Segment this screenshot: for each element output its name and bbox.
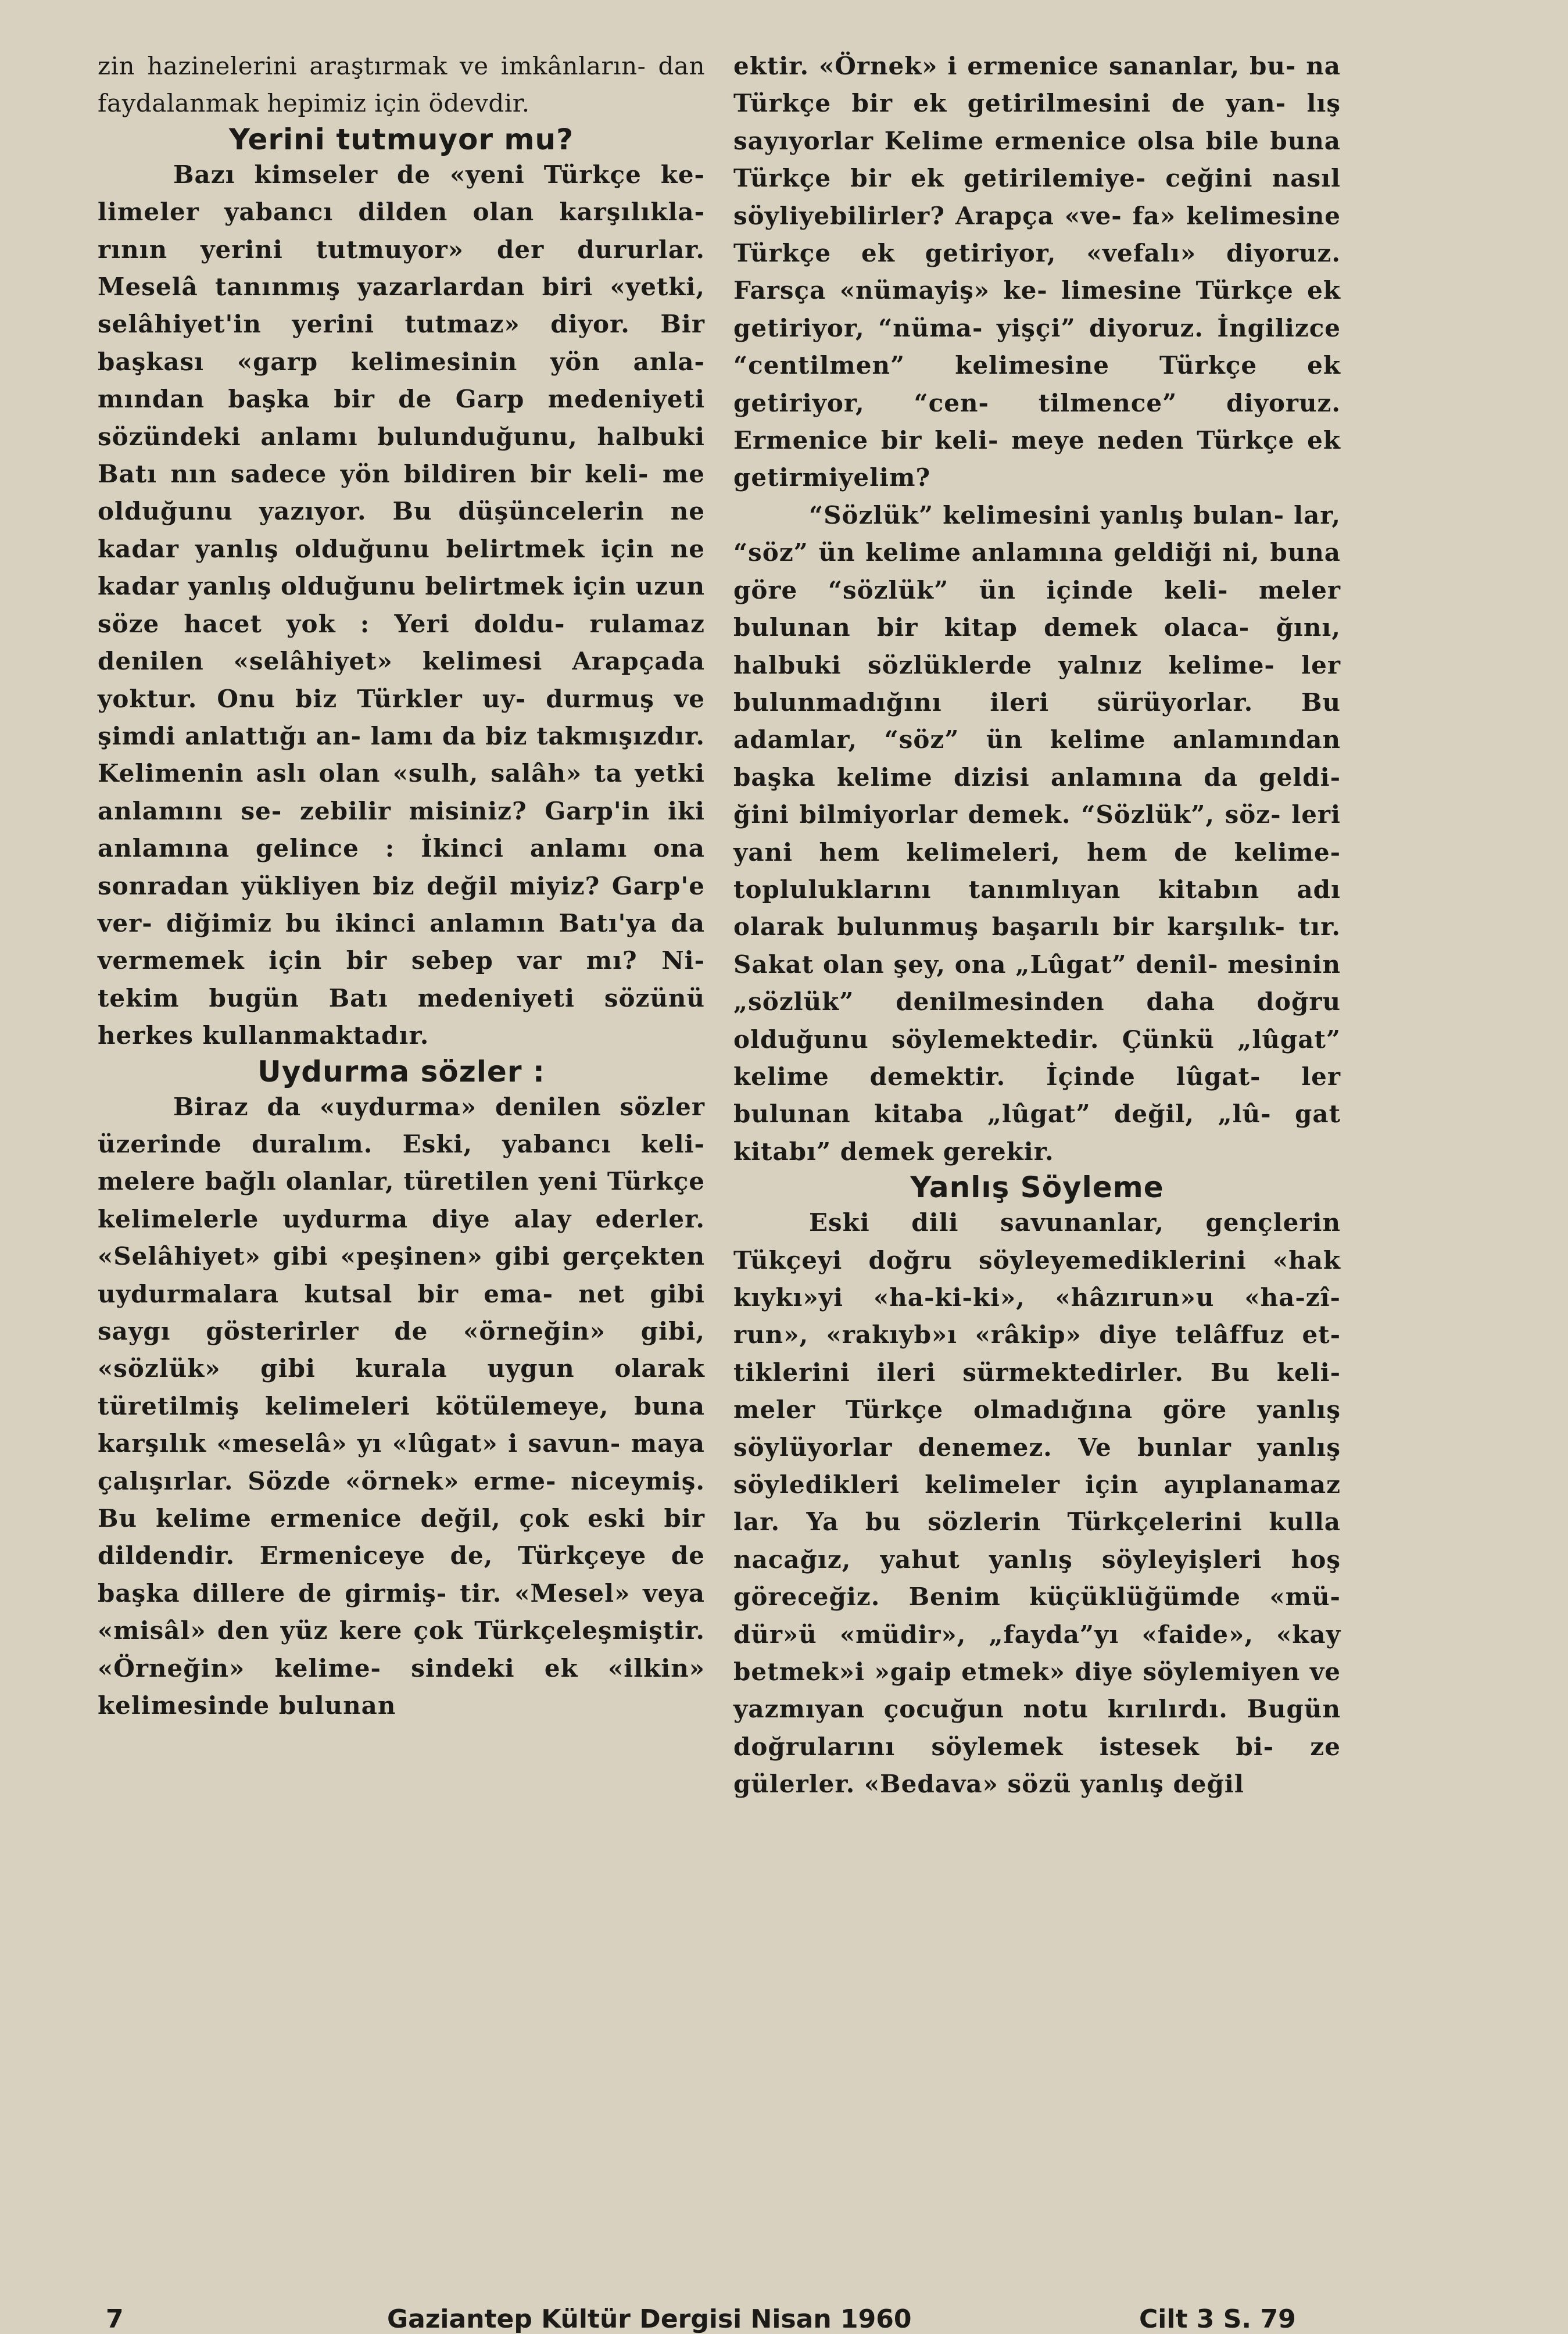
intro-paragraph: zin hazinelerini araştırmak ve imkânların- dan faydalanmak hepimiz için ödevdir. [98, 52, 705, 118]
body-paragraph: Biraz da «uydurma» denilen sözler üzerinde duralım. Eski, yabancı keli- melere bağlı olanlar, türetilen yeni Türkçe kelimelerle uydurma diye alay ederler. «Selâhiyet» gibi «peşinen» gibi gerçekten uydurmalara kutsal bir ema- net gibi saygı gösterirler de «örneğin» gibi, «sözlük» gibi kurala uygun olarak türetilmiş kelimeleri kötülemeye, buna karşılık «meselâ» yı «lûgat» i savun- maya çalışırlar. Sözde «örnek» erme- niceymiş. Bu kelime ermenice değil, çok eski bir dildendir. Ermeniceye de, Türkçeye de başka dillere de girmiş- tir. «Mesel» veya «misâl» den yüz kere çok Türkçeleşmiştir. «Örneğin» kelime- sindeki ek «ilkin» kelimesinde bulunan [98, 1092, 705, 1720]
journal-title: Gaziantep Kültür Dergisi Nisan 1960 [387, 2304, 912, 2334]
section-heading-yanlis-soyleme: Yanlış Söyleme [910, 1170, 1164, 1205]
left-column [98, 48, 705, 1724]
page-number: 7 [106, 2304, 124, 2334]
right-column [733, 48, 1341, 1803]
body-paragraph: Bazı kimseler de «yeni Türkçe ke- limeler yabancı dilden olan karşılıkla- rının yerini tutmuyor» der dururlar. Meselâ tanınmış yazarlardan biri «yetki, selâhiyet'in yerini tutmaz» diyor. Bir başkası «garp kelimesinin yön anla- mından başka bir de Garp medeniyeti sözündeki anlamı bulunduğunu, halbuki Batı nın sadece yön bildiren bir keli- me olduğunu yazıyor. Bu düşüncelerin ne kadar yanlış olduğunu belirtmek için ne kadar yanlış olduğunu belirtmek için uzun söze hacet yok : Yeri doldu- rulamaz denilen «selâhiyet» kelimesi Arapçada yoktur. Onu biz Türkler uy- durmuş ve şimdi anlattığı an- lamı da biz takmışızdır. Kelimenin aslı olan «sulh, salâh» ta yetki anlamını se- zebilir misiniz? Garp'in iki anlamına gelince : İkinci anlamı ona sonradan yükliyen biz değil miyiz? Garp'e ver- diğimiz bu ikinci anlamın Batı'ya da vermemek için bir sebep var mı? Ni- tekim bugün Batı medeniyeti sözünü herkes kullanmaktadır. [98, 160, 705, 1050]
section-heading-yerini-tutmuyor: Yerini tutmuyor mu? [228, 122, 574, 156]
body-paragraph: Eski dili savunanlar, gençlerin Tükçeyi doğru söyleyemediklerini «hak kıykı»yi «ha-ki-ki», «hâzırun»u «ha-zî- run», «rakıyb»ı «râkip» diye telâffuz et- tiklerini ileri sürmektedirler. Bu keli- meler Türkçe olmadığına göre yanlış söylüyorlar denemez. Ve bunlar yanlış söyledikleri kelimeler için ayıplanamaz lar. Ya bu sözlerin Türkçelerini kulla nacağız, yahut yanlış söyleyişleri hoş göreceğiz. Benim küçüklüğümde «mü- dür»ü «müdir», „fayda”yı «faide», «kay betmek»i »gaip etmek» diye söylemiyen ve yazmıyan çocuğun notu kırılırdı. Bugün doğrularını söylemek istesek bi- ze gülerler. «Bedava» sözü yanlış değil [733, 1208, 1341, 1799]
body-paragraph: “Sözlük” kelimesini yanlış bulan- lar, “söz” ün kelime anlamına geldiği ni, buna göre “sözlük” ün içinde keli- meler bulunan bir kitap demek olaca- ğını, halbuki sözlüklerde yalnız kelime- ler bulunmadığını ileri sürüyorlar. Bu adamlar, “söz” ün kelime anlamından başka kelime dizisi anlamına da geldi- ğini bilmiyorlar demek. “Sözlük”, söz- leri yani hem kelimeleri, hem de kelime- topluluklarını tanımlıyan kitabın adı olarak bulunmuş başarılı bir karşılık- tır. Sakat olan şey, ona „Lûgat” denil- mesinin „sözlük” denilmesinden daha doğru olduğunu söylemektedir. Çünkü „lûgat” kelime demektir. İçinde lûgat- ler bulunan kitaba „lûgat” değil, „lû- gat kitabı” demek gerekir. [733, 500, 1341, 1166]
body-paragraph: ektir. «Örnek» i ermenice sananlar, bu- na Türkçe bir ek getirilmesini de yan- lış sayıyorlar Kelime ermenice olsa bile buna Türkçe bir ek getirilemiye- ceğini nasıl söyliyebilirler? Arapça «ve- fa» kelimesine Türkçe ek getiriyor, «vefalı» diyoruz. Farsça «nümayiş» ke- limesine Türkçe ek getiriyor, “nüma- yişçi” diyoruz. İngilizce “centilmen” kelimesine Türkçe ek getiriyor, “cen- tilmence” diyoruz. Ermenice bir keli- meye neden Türkçe ek getirmiyelim? [733, 52, 1341, 492]
section-heading-uydurma-sozler: Uydurma sözler : [257, 1054, 545, 1089]
volume-issue: Cilt 3 S. 79 [1139, 2304, 1296, 2334]
